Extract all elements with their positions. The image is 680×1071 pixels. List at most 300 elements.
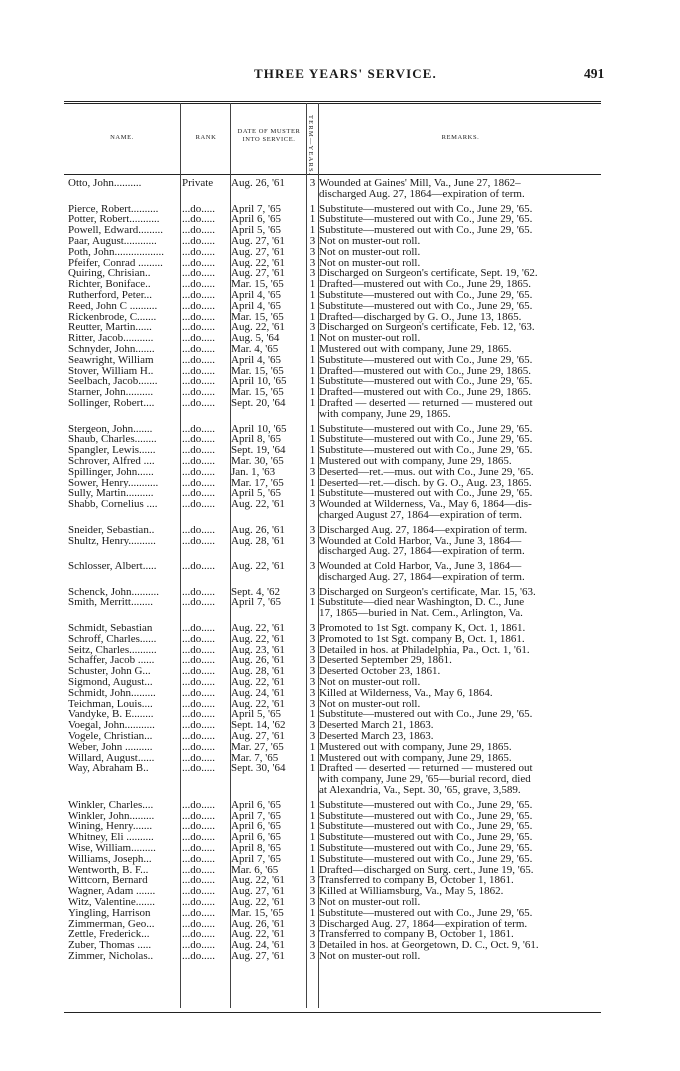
term-years: 3 xyxy=(309,949,316,962)
remarks: Drafted—mustered out with Co., June 29, 1865. xyxy=(319,364,532,377)
muster-date: Aug. 22, '61 xyxy=(231,698,285,710)
muster-date: Aug. 27, '61 xyxy=(231,268,285,280)
term-years: 1 xyxy=(309,740,316,753)
soldier-rank: ...do..... xyxy=(182,918,215,930)
term-years: 3 xyxy=(309,498,316,511)
term-years: 1 xyxy=(309,798,316,811)
soldier-rank: ...do..... xyxy=(182,279,215,290)
soldier-name: Vandyke, B. E........ xyxy=(68,709,154,721)
soldier-rank: ...do..... xyxy=(182,561,215,572)
remarks: Not on muster-out roll. xyxy=(319,234,421,247)
roster-row xyxy=(64,800,601,811)
roster-row xyxy=(64,536,601,558)
muster-date: Aug. 27, '61 xyxy=(231,246,285,258)
muster-date: Aug. 22, '61 xyxy=(231,929,285,941)
soldier-name: Seitz, Charles.......... xyxy=(68,644,157,656)
muster-date: Aug. 5, '64 xyxy=(231,333,280,344)
muster-date: Aug. 26, '61 xyxy=(231,655,285,667)
term-years: 3 xyxy=(309,928,316,941)
term-years: 3 xyxy=(309,874,316,887)
term-years: 3 xyxy=(309,939,316,952)
soldier-rank: ...do..... xyxy=(182,397,215,409)
remarks: Not on muster-out roll. xyxy=(319,256,421,269)
term-years: 1 xyxy=(309,708,316,721)
soldier-rank: ...do..... xyxy=(182,203,215,215)
term-years: 1 xyxy=(309,906,316,919)
remarks: Wounded at Cold Harbor, Va., June 3, 1864— discharged Aug. 27, 1864—expiration of term. xyxy=(319,534,525,558)
term-years: 3 xyxy=(309,321,316,334)
soldier-name: Schroff, Charles...... xyxy=(68,633,157,645)
roster-row xyxy=(64,951,601,962)
term-years: 1 xyxy=(309,852,316,865)
muster-date: Aug. 24, '61 xyxy=(231,940,285,951)
soldier-rank: ...do..... xyxy=(182,644,215,656)
soldier-name: Way, Abraham B.. xyxy=(68,763,149,775)
muster-date: Aug. 22, '61 xyxy=(231,561,285,572)
soldier-rank: Private xyxy=(182,178,214,189)
soldier-name: Schlosser, Albert..... xyxy=(68,561,157,572)
muster-date: Aug. 27, '61 xyxy=(231,886,285,897)
soldier-name: Starner, John.......... xyxy=(68,387,154,398)
remarks: Not on muster-out roll. xyxy=(319,949,421,962)
term-years: 3 xyxy=(309,917,316,930)
roster-row xyxy=(64,908,601,919)
muster-date: Aug. 22, '61 xyxy=(231,499,285,510)
soldier-rank: ...do..... xyxy=(182,268,215,280)
term-years: 3 xyxy=(309,654,316,667)
soldier-rank: ...do..... xyxy=(182,810,215,822)
remarks: Deserted March 21, 1863. xyxy=(319,719,434,732)
muster-date: Mar. 15, '65 xyxy=(231,279,284,290)
soldier-rank: ...do..... xyxy=(182,655,215,667)
soldier-rank: ...do..... xyxy=(182,677,215,688)
soldier-rank: ...do..... xyxy=(182,929,215,941)
term-years: 1 xyxy=(309,224,316,237)
soldier-name: Reutter, Martin...... xyxy=(68,322,152,334)
roster-row xyxy=(64,561,601,583)
muster-date: Aug. 23, '61 xyxy=(231,644,285,656)
soldier-name: Powell, Edward......... xyxy=(68,225,164,236)
remarks: Substitute—mustered out with Co., June 29, '65. xyxy=(319,202,533,215)
soldier-rank: ...do..... xyxy=(182,687,215,699)
remarks: Mustered out with company, June 29, 1865. xyxy=(319,342,512,355)
remarks: Not on muster-out roll. xyxy=(319,896,421,908)
soldier-name: Winkler, John......... xyxy=(68,810,155,822)
muster-date: April 6, '65 xyxy=(231,821,281,833)
term-years: 1 xyxy=(309,444,316,457)
soldier-name: Sollinger, Robert.... xyxy=(68,397,155,409)
term-years: 1 xyxy=(309,751,316,764)
soldier-rank: ...do..... xyxy=(182,897,215,908)
remarks: Discharged on Surgeon's certificate, Feb. 12, '63. xyxy=(319,321,535,334)
muster-date: Mar. 4, '65 xyxy=(231,343,279,355)
term-years: 1 xyxy=(309,332,316,345)
term-years: 1 xyxy=(309,831,316,844)
soldier-rank: ...do..... xyxy=(182,832,215,844)
soldier-name: Wittcorn, Bernard xyxy=(68,875,148,887)
soldier-name: Sneider, Sebastian.. xyxy=(68,524,155,536)
term-years: 1 xyxy=(309,809,316,822)
soldier-rank: ...do..... xyxy=(182,455,215,467)
muster-date: April 7, '65 xyxy=(231,203,281,215)
soldier-rank: ...do..... xyxy=(182,853,215,865)
term-years: 1 xyxy=(309,433,316,446)
soldier-name: Poth, John.................. xyxy=(68,246,164,258)
soldier-name: Wining, Henry....... xyxy=(68,821,153,833)
remarks: Substitute—mustered out with Co., June 29, '65. xyxy=(319,831,533,844)
muster-date: Sept. 20, '64 xyxy=(231,397,286,409)
soldier-rank: ...do..... xyxy=(182,875,215,887)
soldier-name: Shabb, Cornelius .... xyxy=(68,499,158,510)
roster-row xyxy=(64,398,601,420)
soldier-rank: ...do..... xyxy=(182,821,215,833)
soldier-name: Zettle, Frederick... xyxy=(68,929,150,941)
muster-date: Mar. 15, '65 xyxy=(231,907,284,919)
soldier-rank: ...do..... xyxy=(182,499,215,510)
muster-date: Mar. 15, '65 xyxy=(231,365,284,377)
muster-date: April 5, '65 xyxy=(231,225,281,236)
term-years: 1 xyxy=(309,213,316,226)
term-years: 3 xyxy=(309,560,316,573)
soldier-name: Wise, William......... xyxy=(68,843,156,854)
soldier-rank: ...do..... xyxy=(182,387,215,398)
muster-date: Aug. 22, '61 xyxy=(231,257,285,269)
muster-date: April 7, '65 xyxy=(231,853,281,865)
remarks: Not on muster-out roll. xyxy=(319,332,421,345)
term-years: 1 xyxy=(309,842,316,855)
term-years: 3 xyxy=(309,676,316,689)
roster-row xyxy=(64,467,601,478)
remarks: Substitute—mustered out with Co., June 29, '65. xyxy=(319,353,533,366)
muster-date: Sept. 19, '64 xyxy=(231,445,286,456)
remarks: Substitute—mustered out with Co., June 29, '65. xyxy=(319,842,533,855)
soldier-rank: ...do..... xyxy=(182,623,215,634)
term-years: 3 xyxy=(309,245,316,258)
soldier-name: Wentworth, B. F... xyxy=(68,864,149,876)
soldier-name: Pfeifer, Conrad ......... xyxy=(68,257,163,269)
remarks: Substitute—mustered out with Co., June 29, '65. xyxy=(319,213,533,226)
column-header-name: NAME. xyxy=(110,134,134,141)
term-years: 3 xyxy=(309,697,316,710)
table-header-rule xyxy=(64,174,601,175)
muster-date: Aug. 28, '61 xyxy=(231,666,285,678)
soldier-rank: ...do..... xyxy=(182,666,215,678)
term-years: 1 xyxy=(309,288,316,301)
soldier-rank: ...do..... xyxy=(182,799,215,811)
roster-row xyxy=(64,247,601,258)
remarks: Promoted to 1st Sgt. company K, Oct. 1, 1861. xyxy=(319,622,526,635)
remarks: Deserted September 29, 1861. xyxy=(319,654,452,667)
soldier-rank: ...do..... xyxy=(182,698,215,710)
muster-date: Mar. 30, '65 xyxy=(231,455,284,467)
term-years: 1 xyxy=(309,299,316,312)
soldier-name: Otto, John.......... xyxy=(68,178,142,189)
table-top-rule-inner xyxy=(64,103,601,104)
muster-date: Mar. 15, '65 xyxy=(231,387,284,398)
soldier-rank: ...do..... xyxy=(182,597,215,609)
term-years: 1 xyxy=(309,596,316,609)
soldier-rank: ...do..... xyxy=(182,763,215,775)
remarks: Discharged on Surgeon's certificate, Sept. 19, '62. xyxy=(319,267,538,280)
remarks: Not on muster-out roll. xyxy=(319,245,421,258)
muster-date: April 7, '65 xyxy=(231,810,281,822)
soldier-rank: ...do..... xyxy=(182,235,215,247)
remarks: Mustered out with company, June 29, 1865. xyxy=(319,454,512,467)
soldier-name: Sully, Martin.......... xyxy=(68,488,154,500)
soldier-name: Voegal, John........... xyxy=(68,720,155,732)
muster-date: Mar. 7, '65 xyxy=(231,752,279,764)
soldier-name: Schmidt, John......... xyxy=(68,687,156,699)
soldier-name: Schuster, John G... xyxy=(68,666,151,678)
muster-date: Aug. 22, '61 xyxy=(231,897,285,908)
soldier-name: Seelbach, Jacob....... xyxy=(68,376,158,388)
soldier-name: Shaub, Charles........ xyxy=(68,434,157,446)
term-years: 1 xyxy=(309,820,316,833)
remarks: Not on muster-out roll. xyxy=(319,697,421,710)
muster-date: Mar. 6, '65 xyxy=(231,864,279,876)
muster-date: Mar. 17, '65 xyxy=(231,477,284,489)
soldier-name: Smith, Merritt........ xyxy=(68,597,153,609)
remarks: Killed at Wilderness, Va., May 6, 1864. xyxy=(319,686,493,699)
remarks: Not on muster-out roll. xyxy=(319,676,421,689)
page-header xyxy=(0,66,680,86)
soldier-rank: ...do..... xyxy=(182,731,215,742)
soldier-name: Schrover, Alfred .... xyxy=(68,455,155,467)
remarks: Discharged on Surgeon's certificate, Mar. 15, '63. xyxy=(319,585,536,598)
column-header-date: DATE OF MUSTER INTO SERVICE. xyxy=(237,128,301,143)
soldier-rank: ...do..... xyxy=(182,864,215,876)
roster-row xyxy=(64,597,601,619)
term-years: 3 xyxy=(309,534,316,547)
soldier-rank: ...do..... xyxy=(182,225,215,236)
soldier-rank: ...do..... xyxy=(182,343,215,355)
soldier-rank: ...do..... xyxy=(182,466,215,478)
muster-date: April 7, '65 xyxy=(231,597,281,609)
remarks: Substitute—mustered out with Co., June 29, '65. xyxy=(319,375,533,388)
remarks: Drafted — deserted — returned — mustered out with company, June 29, '65—burial record, died at Alexandria, Va., Sept. 30, '65, grave, 3,589. xyxy=(319,762,533,797)
term-years: 3 xyxy=(309,730,316,743)
soldier-rank: ...do..... xyxy=(182,535,215,547)
term-years: 1 xyxy=(309,476,316,489)
remarks: Discharged Aug. 27, 1864—expiration of term. xyxy=(319,917,528,930)
soldier-name: Whitney, Eli .......... xyxy=(68,832,154,844)
soldier-name: Yingling, Harrison xyxy=(68,907,151,919)
soldier-name: Ritter, Jacob........... xyxy=(68,333,154,344)
soldier-rank: ...do..... xyxy=(182,586,215,598)
term-years: 1 xyxy=(309,762,316,775)
muster-date: April 4, '65 xyxy=(231,300,281,312)
muster-date: Aug. 22, '61 xyxy=(231,322,285,334)
roster-row xyxy=(64,854,601,865)
soldier-name: Quiring, Chrisian.. xyxy=(68,268,151,280)
soldier-rank: ...do..... xyxy=(182,843,215,854)
soldier-rank: ...do..... xyxy=(182,246,215,258)
muster-date: Sept. 30, '64 xyxy=(231,763,286,775)
remarks: Deserted October 23, 1861. xyxy=(319,665,441,678)
muster-date: Mar. 27, '65 xyxy=(231,741,284,753)
roster-row xyxy=(64,763,601,795)
muster-date: April 5, '65 xyxy=(231,709,281,721)
table-top-rule xyxy=(64,101,601,102)
remarks: Substitute—mustered out with Co., June 29, '65. xyxy=(319,422,533,435)
soldier-name: Spangler, Lewis...... xyxy=(68,445,156,456)
soldier-rank: ...do..... xyxy=(182,940,215,951)
soldier-name: Shultz, Henry.......... xyxy=(68,535,156,547)
term-years: 3 xyxy=(309,885,316,898)
remarks: Deserted—ret.—disch. by G. O., Aug. 23, 1865. xyxy=(319,476,532,489)
soldier-name: Winkler, Charles.... xyxy=(68,799,154,811)
soldier-rank: ...do..... xyxy=(182,741,215,753)
remarks: Substitute—mustered out with Co., June 29, '65. xyxy=(319,820,533,833)
muster-date: April 6, '65 xyxy=(231,214,281,226)
soldier-rank: ...do..... xyxy=(182,709,215,721)
term-years: 3 xyxy=(309,267,316,280)
remarks: Substitute—mustered out with Co., June 29, '65. xyxy=(319,433,533,446)
soldier-name: Witz, Valentine....... xyxy=(68,897,156,908)
remarks: Substitute—mustered out with Co., June 29, '65. xyxy=(319,299,533,312)
remarks: Drafted—mustered out with Co., June 29, 1865. xyxy=(319,386,532,399)
muster-date: Aug. 22, '61 xyxy=(231,633,285,645)
table-bottom-rule xyxy=(64,1012,601,1013)
term-years: 1 xyxy=(309,863,316,876)
muster-date: Aug. 22, '61 xyxy=(231,875,285,887)
term-years: 3 xyxy=(309,632,316,645)
soldier-rank: ...do..... xyxy=(182,376,215,388)
term-years: 1 xyxy=(309,386,316,399)
remarks: Substitute—mustered out with Co., June 29, '65. xyxy=(319,224,533,237)
soldier-name: Rickenbrode, C....... xyxy=(68,311,157,323)
muster-date: Aug. 22, '61 xyxy=(231,677,285,688)
muster-date: April 8, '65 xyxy=(231,843,281,854)
soldier-name: Wagner, Adam ....... xyxy=(68,886,156,897)
term-years: 3 xyxy=(309,686,316,699)
running-title: THREE YEARS' SERVICE. xyxy=(254,66,437,81)
soldier-name: Zimmer, Nicholas.. xyxy=(68,950,154,962)
soldier-rank: ...do..... xyxy=(182,257,215,269)
remarks: Substitute—mustered out with Co., June 29, '65. xyxy=(319,487,533,500)
remarks: Substitute—mustered out with Co., June 29, '65. xyxy=(319,708,533,721)
soldier-name: Seawright, William xyxy=(68,354,154,366)
soldier-name: Schaffer, Jacob ...... xyxy=(68,655,155,667)
roster-row xyxy=(64,301,601,312)
soldier-rank: ...do..... xyxy=(182,214,215,226)
soldier-rank: ...do..... xyxy=(182,488,215,500)
remarks: Substitute—mustered out with Co., June 29, '65. xyxy=(319,288,533,301)
term-years: 3 xyxy=(309,523,316,536)
muster-date: Aug. 26, '61 xyxy=(231,178,285,189)
soldier-name: Weber, John .......... xyxy=(68,741,153,753)
soldier-name: Schnyder, John....... xyxy=(68,343,155,355)
soldier-name: Sower, Henry........... xyxy=(68,477,159,489)
remarks: Substitute—mustered out with Co., June 29, '65. xyxy=(319,444,533,457)
muster-date: April 10, '65 xyxy=(231,423,287,435)
term-years: 1 xyxy=(309,202,316,215)
soldier-rank: ...do..... xyxy=(182,365,215,377)
muster-date: April 10, '65 xyxy=(231,376,287,388)
remarks: Detailed in hos. at Philadelphia, Pa., Oct. 1, '61. xyxy=(319,643,530,656)
muster-date: April 6, '65 xyxy=(231,832,281,844)
column-header-rank: RANK xyxy=(195,134,217,141)
term-years: 1 xyxy=(309,375,316,388)
muster-date: Aug. 27, '61 xyxy=(231,731,285,742)
remarks: Discharged Aug. 27, 1864—expiration of term. xyxy=(319,523,528,536)
remarks: Detailed in hos. at Georgetown, D. C., Oct. 9, '61. xyxy=(319,939,539,952)
soldier-name: Paar, August............ xyxy=(68,235,157,247)
soldier-name: Rutherford, Peter... xyxy=(68,289,153,301)
soldier-name: Williams, Joseph... xyxy=(68,853,152,865)
term-years: 3 xyxy=(309,585,316,598)
column-header-remarks: REMARKS. xyxy=(441,134,480,141)
remarks: Killed at Williamsburg, Va., May 5, 1862. xyxy=(319,885,504,898)
soldier-rank: ...do..... xyxy=(182,633,215,645)
soldier-rank: ...do..... xyxy=(182,423,215,435)
column-header-terms: TERM—YEARS. xyxy=(307,115,314,176)
roster-rows xyxy=(64,178,601,962)
soldier-name: Schmidt, Sebastian xyxy=(68,623,153,634)
soldier-name: Richter, Boniface.. xyxy=(68,279,151,290)
soldier-rank: ...do..... xyxy=(182,311,215,323)
soldier-name: Zimmerman, Geo... xyxy=(68,918,155,930)
remarks: Promoted to 1st Sgt. company B, Oct. 1, 1861. xyxy=(319,632,525,645)
remarks: Substitute—mustered out with Co., June 29, '65. xyxy=(319,906,533,919)
soldier-name: Schenck, John.......... xyxy=(68,586,160,598)
muster-date: Aug. 27, '61 xyxy=(231,950,285,962)
term-years: 3 xyxy=(309,234,316,247)
soldier-name: Stergeon, John....... xyxy=(68,423,153,435)
muster-date: April 4, '65 xyxy=(231,354,281,366)
remarks: Drafted — deserted — returned — mustered out with company, June 29, 1865. xyxy=(319,396,533,420)
page-number: 491 xyxy=(584,66,605,81)
roster-row xyxy=(64,525,601,536)
term-years: 3 xyxy=(309,665,316,678)
soldier-name: Willard, August...... xyxy=(68,752,155,764)
term-years: 3 xyxy=(309,177,316,189)
soldier-name: Pierce, Robert.......... xyxy=(68,203,159,215)
muster-date: Aug. 27, '61 xyxy=(231,235,285,247)
term-years: 3 xyxy=(309,719,316,732)
soldier-rank: ...do..... xyxy=(182,322,215,334)
remarks: Substitute—died near Washington, D. C., June 17, 1865—buried in Nat. Cem., Arlington, Va. xyxy=(319,596,525,620)
soldier-rank: ...do..... xyxy=(182,333,215,344)
remarks: Mustered out with company, June 29, 1865. xyxy=(319,751,512,764)
muster-date: Sept. 4, '62 xyxy=(231,586,281,598)
soldier-rank: ...do..... xyxy=(182,950,215,962)
remarks: Drafted—mustered out with Co., June 29, 1865. xyxy=(319,278,532,291)
term-years: 1 xyxy=(309,364,316,377)
soldier-rank: ...do..... xyxy=(182,524,215,536)
soldier-name: Vogele, Christian... xyxy=(68,731,153,742)
muster-date: Aug. 26, '61 xyxy=(231,524,285,536)
soldier-name: Zuber, Thomas ..... xyxy=(68,940,152,951)
term-years: 1 xyxy=(309,310,316,323)
soldier-name: Potter, Robert........... xyxy=(68,214,160,226)
muster-date: Aug. 28, '61 xyxy=(231,535,285,547)
remarks: Drafted—discharged by G. O., June 13, 1865. xyxy=(319,310,522,323)
remarks: Drafted—discharged on Surg. cert., June 19, '65. xyxy=(319,863,534,876)
soldier-name: Reed, John C .......... xyxy=(68,300,158,312)
roster-row xyxy=(64,499,601,521)
soldier-rank: ...do..... xyxy=(182,289,215,301)
soldier-rank: ...do..... xyxy=(182,434,215,446)
term-years: 1 xyxy=(309,487,316,500)
soldier-rank: ...do..... xyxy=(182,300,215,312)
term-years: 3 xyxy=(309,465,316,478)
roster-row xyxy=(64,178,601,200)
soldier-rank: ...do..... xyxy=(182,907,215,919)
remarks: Mustered out with company, June 29, 1865. xyxy=(319,740,512,753)
remarks: Wounded at Cold Harbor, Va., June 3, 1864— discharged Aug. 27, 1864—expiration of term. xyxy=(319,560,525,583)
soldier-name: Sigmond, August... xyxy=(68,677,153,688)
